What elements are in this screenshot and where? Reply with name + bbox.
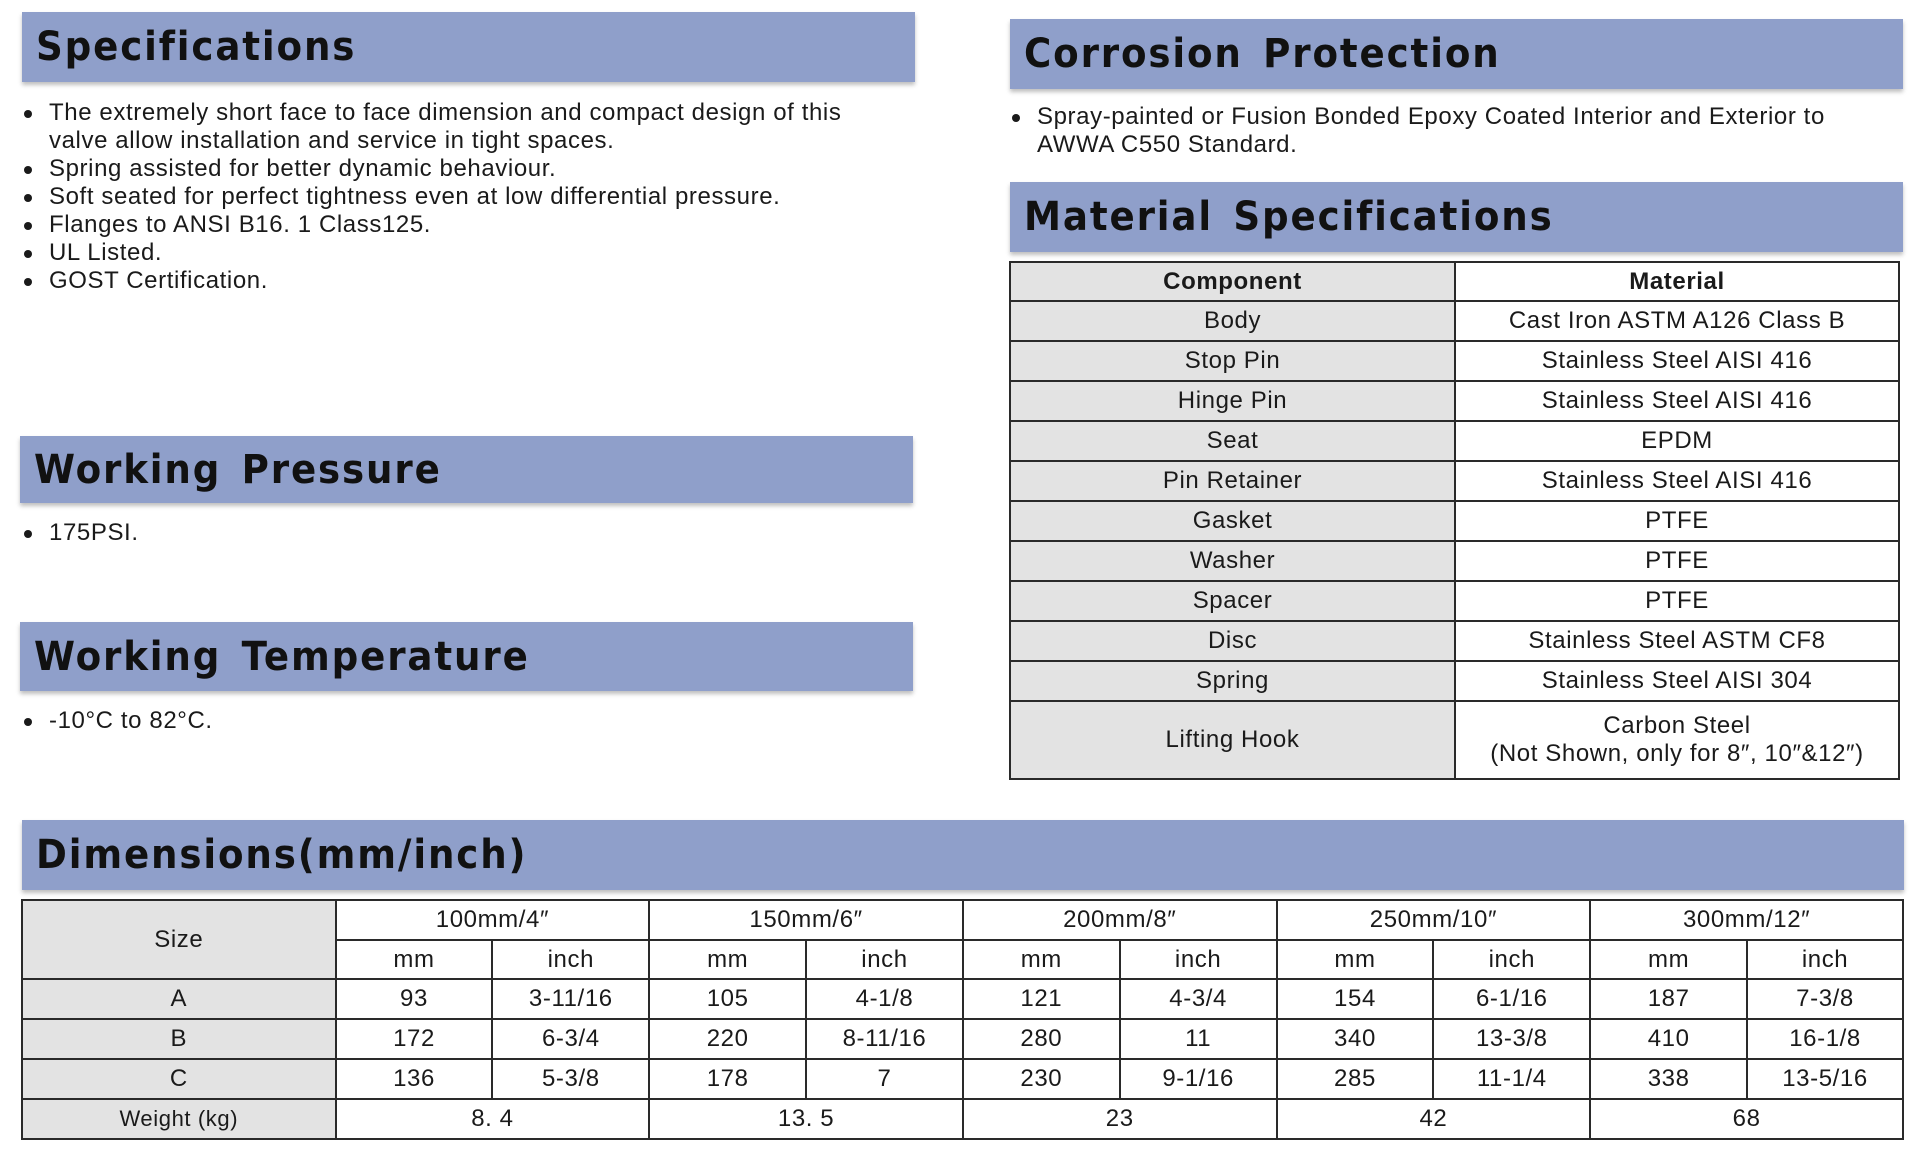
dim-cell: 11-1/4 <box>1433 1059 1590 1099</box>
unit-mm: mm <box>1277 940 1434 979</box>
component-cell: Disc <box>1010 621 1455 661</box>
dim-cell: 154 <box>1277 979 1434 1019</box>
material-cell: PTFE <box>1455 501 1899 541</box>
corrosion-protection-header <box>1010 19 1903 89</box>
component-cell: Lifting Hook <box>1010 701 1455 779</box>
pressure-item: 175PSI. <box>22 519 902 547</box>
table-row <box>22 979 1903 1019</box>
weight-label: Weight (kg) <box>22 1099 336 1139</box>
specifications-title: Specifications <box>36 24 357 70</box>
corrosion-protection-list <box>1010 103 1900 159</box>
specifications-list <box>22 99 902 295</box>
size-header: 100mm/4″ <box>336 900 650 940</box>
size-header: 300mm/12″ <box>1590 900 1903 940</box>
table-row <box>1010 701 1899 779</box>
dim-cell: 105 <box>649 979 806 1019</box>
working-temperature-title: Working Temperature <box>34 633 530 680</box>
dim-cell: 11 <box>1120 1019 1277 1059</box>
size-header-row <box>22 900 1903 940</box>
dim-cell: 7 <box>806 1059 963 1099</box>
dim-cell: 178 <box>649 1059 806 1099</box>
dimensions-title: Dimensions(mm/inch) <box>36 832 528 878</box>
component-cell: Spacer <box>1010 581 1455 621</box>
working-pressure-header <box>20 436 913 503</box>
specifications-header <box>22 12 915 82</box>
material-cell: Stainless Steel AISI 416 <box>1455 461 1899 501</box>
table-row <box>1010 461 1899 501</box>
dim-cell: 410 <box>1590 1019 1747 1059</box>
dimensions-table <box>21 899 1904 1140</box>
material-cell: PTFE <box>1455 541 1899 581</box>
unit-mm: mm <box>336 940 493 979</box>
unit-inch: inch <box>492 940 649 979</box>
dim-cell: 13-5/16 <box>1747 1059 1903 1099</box>
material-cell: Stainless Steel AISI 304 <box>1455 661 1899 701</box>
component-cell: Body <box>1010 301 1455 341</box>
size-header: 250mm/10″ <box>1277 900 1591 940</box>
working-pressure-list <box>22 519 902 547</box>
table-row <box>1010 381 1899 421</box>
working-temperature-header <box>20 622 913 691</box>
table-header-row <box>1010 262 1899 301</box>
material-cell: EPDM <box>1455 421 1899 461</box>
material-specifications-title: Material Specifications <box>1024 194 1554 240</box>
material-table <box>1009 261 1900 780</box>
dim-cell: 93 <box>336 979 493 1019</box>
weight-cell: 13. 5 <box>649 1099 963 1139</box>
dim-cell: 230 <box>963 1059 1120 1099</box>
size-header: 150mm/6″ <box>649 900 963 940</box>
dimensions-header <box>22 820 1904 890</box>
material-cell <box>1455 701 1899 779</box>
material-cell: Stainless Steel ASTM CF8 <box>1455 621 1899 661</box>
unit-inch: inch <box>1433 940 1590 979</box>
material-header: Material <box>1455 262 1899 301</box>
dim-cell: 136 <box>336 1059 493 1099</box>
material-specifications-header <box>1010 182 1903 252</box>
table-row <box>1010 541 1899 581</box>
unit-inch: inch <box>1120 940 1277 979</box>
unit-mm: mm <box>1590 940 1747 979</box>
material-cell: Stainless Steel AISI 416 <box>1455 341 1899 381</box>
dim-cell: 7-3/8 <box>1747 979 1903 1019</box>
temperature-item: -10°C to 82°C. <box>22 707 902 735</box>
material-value: Carbon Steel <box>1603 712 1751 739</box>
working-temperature-list <box>22 707 902 735</box>
component-cell: Washer <box>1010 541 1455 581</box>
dim-cell: 6-3/4 <box>492 1019 649 1059</box>
weight-row <box>22 1099 1903 1139</box>
dim-cell: 4-3/4 <box>1120 979 1277 1019</box>
dim-cell: 340 <box>1277 1019 1434 1059</box>
table-row <box>1010 621 1899 661</box>
table-row <box>1010 301 1899 341</box>
component-header: Component <box>1010 262 1455 301</box>
corrosion-item: Spray-painted or Fusion Bonded Epoxy Coated Interior and Exterior to AWWA C550 Standard. <box>1010 103 1900 159</box>
dim-cell: 4-1/8 <box>806 979 963 1019</box>
size-header: 200mm/8″ <box>963 900 1277 940</box>
spec-item: UL Listed. <box>22 239 902 267</box>
dim-cell: 3-11/16 <box>492 979 649 1019</box>
spec-item: Soft seated for perfect tightness even at low differential pressure. <box>22 183 902 211</box>
component-cell: Hinge Pin <box>1010 381 1455 421</box>
dim-cell: 121 <box>963 979 1120 1019</box>
weight-cell: 8. 4 <box>336 1099 650 1139</box>
weight-cell: 42 <box>1277 1099 1591 1139</box>
component-cell: Pin Retainer <box>1010 461 1455 501</box>
dim-cell: 187 <box>1590 979 1747 1019</box>
spec-item: GOST Certification. <box>22 267 902 295</box>
corrosion-protection-title: Corrosion Protection <box>1024 31 1501 77</box>
weight-cell: 68 <box>1590 1099 1903 1139</box>
dim-cell: 5-3/8 <box>492 1059 649 1099</box>
unit-mm: mm <box>963 940 1120 979</box>
component-cell: Stop Pin <box>1010 341 1455 381</box>
unit-inch: inch <box>1747 940 1903 979</box>
dim-cell: 285 <box>1277 1059 1434 1099</box>
dim-cell: 172 <box>336 1019 493 1059</box>
spec-item: Flanges to ANSI B16. 1 Class125. <box>22 211 902 239</box>
dim-cell: 280 <box>963 1019 1120 1059</box>
unit-inch: inch <box>806 940 963 979</box>
table-row <box>1010 581 1899 621</box>
dim-cell: 338 <box>1590 1059 1747 1099</box>
row-label: B <box>22 1019 336 1059</box>
dim-cell: 16-1/8 <box>1747 1019 1903 1059</box>
table-row <box>22 1019 1903 1059</box>
material-cell: Cast Iron ASTM A126 Class B <box>1455 301 1899 341</box>
table-row <box>22 1059 1903 1099</box>
material-cell: PTFE <box>1455 581 1899 621</box>
dim-cell: 9-1/16 <box>1120 1059 1277 1099</box>
row-label: C <box>22 1059 336 1099</box>
component-cell: Spring <box>1010 661 1455 701</box>
spec-item: Spring assisted for better dynamic behaviour. <box>22 155 902 183</box>
spec-item: The extremely short face to face dimension and compact design of this valve allow installation and service in tight spaces. <box>22 99 902 155</box>
dim-cell: 8-11/16 <box>806 1019 963 1059</box>
size-label: Size <box>22 900 336 979</box>
row-label: A <box>22 979 336 1019</box>
dim-cell: 6-1/16 <box>1433 979 1590 1019</box>
table-row <box>1010 421 1899 461</box>
dim-cell: 13-3/8 <box>1433 1019 1590 1059</box>
material-note: (Not Shown, only for 8″, 10″&12″) <box>1490 740 1864 767</box>
material-cell: Stainless Steel AISI 416 <box>1455 381 1899 421</box>
dim-cell: 220 <box>649 1019 806 1059</box>
working-pressure-title: Working Pressure <box>34 446 442 493</box>
table-row <box>1010 661 1899 701</box>
unit-mm: mm <box>649 940 806 979</box>
component-cell: Gasket <box>1010 501 1455 541</box>
table-row <box>1010 341 1899 381</box>
table-row <box>1010 501 1899 541</box>
component-cell: Seat <box>1010 421 1455 461</box>
weight-cell: 23 <box>963 1099 1277 1139</box>
